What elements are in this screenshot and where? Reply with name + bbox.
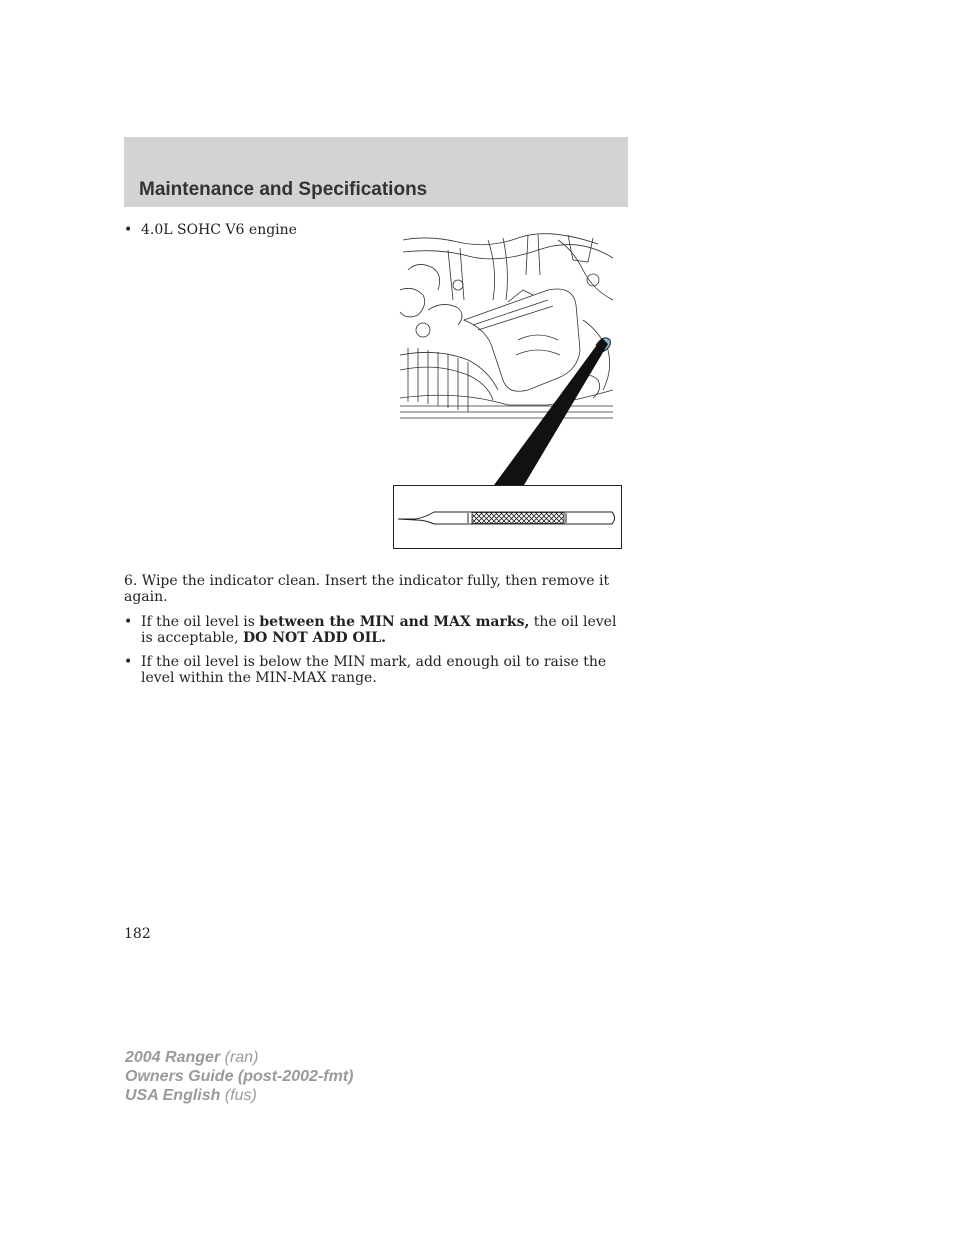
callout-pointer [380, 330, 640, 490]
bullet-below-min [124, 654, 628, 686]
footer-line-3: USA English (fus) [125, 1087, 257, 1104]
footer-line-1: 2004 Ranger (ran) [125, 1049, 259, 1066]
step-6-instruction: 6. Wipe the indicator clean. Insert the indicator fully, then remove it again. [124, 573, 610, 605]
bullet-marker: • [124, 614, 133, 630]
section-title: Maintenance and Specifications [139, 179, 428, 200]
emphasis-do-not-add: DO NOT ADD OIL. [243, 630, 386, 646]
bullet-between-marks [124, 614, 628, 646]
bullet-marker: • [124, 222, 133, 238]
footer-line-2: Owners Guide (post-2002-fmt) [125, 1068, 354, 1085]
engine-type-bullet [124, 222, 374, 238]
oil-dipstick-illustration [394, 486, 621, 548]
bullet-text: If the oil level is below the MIN mark, add enough oil to raise the level within the MIN-MAX range. [141, 654, 607, 686]
page-number: 182 [124, 926, 151, 942]
min-max-crosshatch-zone [472, 513, 564, 524]
dipstick-detail-box [393, 485, 622, 549]
bullet-marker: • [124, 654, 133, 670]
bullet-text: If the oil level is between the MIN and MAX marks, the oil level is acceptable, DO NOT ADD OIL. [141, 614, 617, 646]
section-header [124, 137, 628, 207]
emphasis-min-max: between the MIN and MAX marks, [259, 614, 530, 630]
document-footer [125, 1048, 353, 1105]
engine-type-label: 4.0L SOHC V6 engine [141, 222, 297, 238]
